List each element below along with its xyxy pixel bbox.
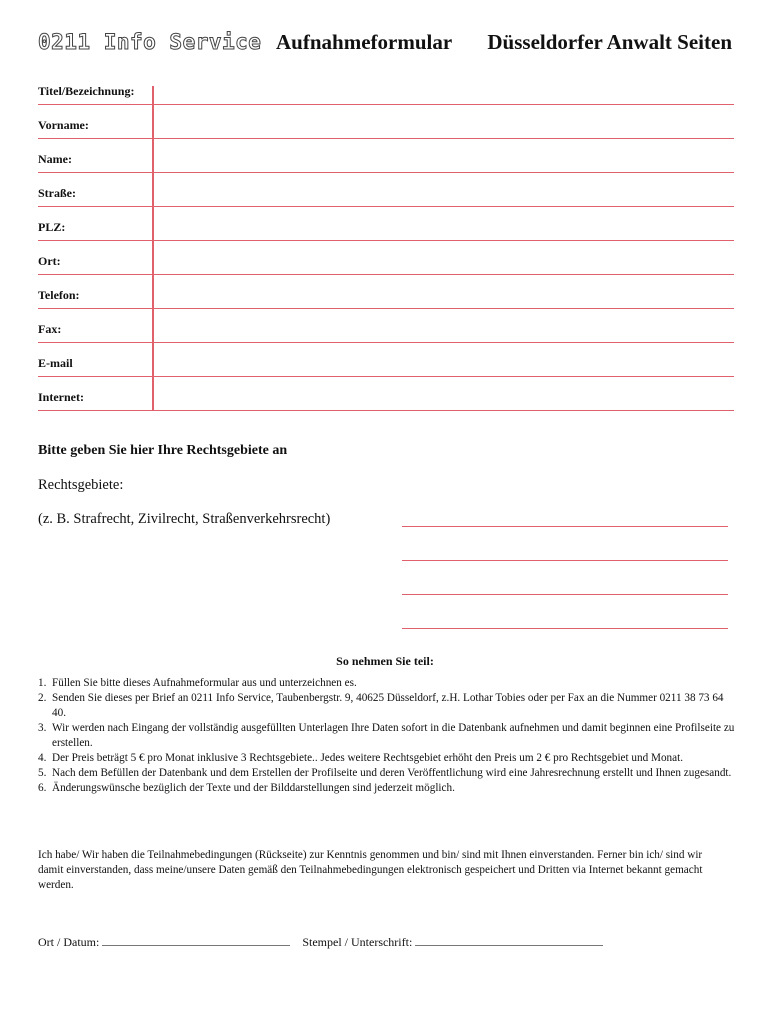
ort-datum-label: Ort / Datum: — [38, 935, 100, 949]
plz-input[interactable] — [158, 215, 734, 239]
field-plz — [38, 207, 734, 241]
field-label-fax: Fax: — [38, 322, 62, 336]
list-item: 6. Änderungswünsche bezüglich der Texte und der Bilddarstellungen sind jederzeit möglich. — [38, 782, 455, 794]
field-label-strasse: Straße: — [38, 186, 76, 200]
field-label-vorname: Vorname: — [38, 118, 89, 132]
field-label-internet: Internet: — [38, 390, 84, 404]
ort-input[interactable] — [158, 249, 734, 273]
list-item: 1. Füllen Sie bitte dieses Aufnahmeformular aus und unterzeichnen es. — [38, 677, 357, 689]
rechtsgebiet-line-1[interactable] — [402, 526, 728, 527]
list-item: 4. Der Preis beträgt 5 € pro Monat inklusive 3 Rechtsgebiete.. Jedes weitere Rechtsgebiet erhöht den Preis um 2 € pro Rechtsgebiet und Monat. — [38, 752, 684, 764]
stempel-label: Stempel / Unterschrift: — [302, 935, 413, 949]
unterschrift-line[interactable] — [415, 934, 603, 946]
ort-datum-line[interactable] — [102, 934, 290, 946]
field-label-plz: PLZ: — [38, 220, 66, 234]
strasse-input[interactable] — [158, 181, 734, 205]
list-item: 5. Nach dem Befüllen der Datenbank und dem Erstellen der Profilseite und deren Veröffentlichung wird eine Jahresrechnung erstellt und Ihnen zugesandt. — [38, 767, 732, 779]
form-title: Aufnahmeformular — [276, 30, 453, 54]
fax-input[interactable] — [158, 317, 734, 341]
rechtsgebiet-line-3[interactable] — [402, 594, 728, 595]
rechtsgebiete-heading: Bitte geben Sie hier Ihre Rechtsgebiete an — [38, 443, 288, 458]
form-subtitle: Düsseldorfer Anwalt Seiten — [487, 30, 732, 54]
rechtsgebiet-line-4[interactable] — [402, 628, 728, 629]
rechtsgebiet-line-2[interactable] — [402, 560, 728, 561]
field-internet — [38, 377, 734, 411]
list-item: 2. Senden Sie dieses per Brief an 0211 Info Service, Taubenbergstr. 9, 40625 Düsseldorf, z.H. Lothar Tobies oder per Fax an die Nummer 0211 38 73 64 40. — [38, 692, 724, 719]
titel-input[interactable] — [158, 79, 734, 103]
field-label-telefon: Telefon: — [38, 288, 80, 302]
teilnahme-steps — [38, 676, 738, 796]
field-label-email: E-mail — [38, 356, 73, 370]
field-vorname — [38, 105, 734, 139]
field-ort — [38, 241, 734, 275]
telefon-input[interactable] — [158, 283, 734, 307]
consent-paragraph: Ich habe/ Wir haben die Teilnahmebedingungen (Rückseite) zur Kenntnis genommen und bin/ sind mit Ihnen einverstanden. Ferner bin ich/ sind wir damit einverstanden, dass meine/unsere Daten gemäß den Teilnahmebedingungen elektronisch gespeichert und Dritten via Internet bekannt gemacht werden. — [38, 849, 703, 891]
list-item: 3. Wir werden nach Eingang der vollständig ausgefüllten Unterlagen Ihre Daten sofort in die Datenbank aufnehmen und damit beginnen eine Profilseite zu erstellen. — [38, 722, 735, 749]
field-label-name: Name: — [38, 152, 72, 166]
brand-logo-text: 0211 Info Service — [38, 30, 262, 54]
signature-row — [38, 934, 603, 950]
teilnahme-title: So nehmen Sie teil: — [336, 654, 434, 668]
field-label-ort: Ort: — [38, 254, 61, 268]
rechtsgebiete-label: Rechtsgebiete: — [38, 477, 124, 493]
field-fax — [38, 309, 734, 343]
field-rule — [38, 410, 734, 411]
vorname-input[interactable] — [158, 113, 734, 137]
field-email — [38, 343, 734, 377]
field-strasse — [38, 173, 734, 207]
field-label-titel: Titel/Bezeichnung: — [38, 84, 135, 98]
rechtsgebiete-example: (z. B. Strafrecht, Zivilrecht, Straßenverkehrsrecht) — [38, 511, 331, 527]
field-telefon — [38, 275, 734, 309]
name-input[interactable] — [158, 147, 734, 171]
email-input[interactable] — [158, 351, 734, 375]
field-name — [38, 139, 734, 173]
internet-input[interactable] — [158, 385, 734, 409]
field-titel — [38, 71, 734, 105]
